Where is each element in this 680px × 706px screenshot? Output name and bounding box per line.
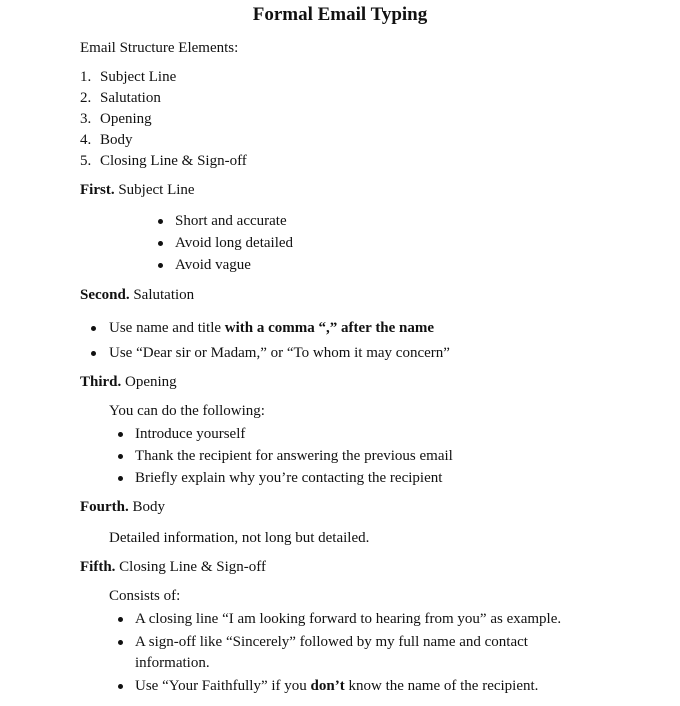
bullet-icon (158, 263, 163, 268)
bullet-icon (118, 454, 123, 459)
structure-item-number: 3. (80, 111, 92, 127)
section-label: Second. (80, 287, 130, 303)
bullet-icon (118, 617, 123, 622)
first-bullet-2: Avoid long detailed (175, 235, 294, 251)
structure-item-number: 2. (80, 90, 92, 106)
structure-item-text: Closing Line & Sign-off (100, 153, 247, 169)
first-bullet-1: Short and accurate (175, 213, 287, 229)
structure-item-3 (80, 109, 152, 129)
structure-item-number: 4. (80, 132, 92, 148)
bullet-icon (118, 640, 123, 645)
structure-item-number: 1. (80, 69, 92, 85)
fourth-text: Detailed information, not long but detailed. (109, 530, 370, 546)
bullet-icon (158, 219, 163, 224)
first-bullet-3: Avoid vague (175, 257, 251, 273)
bullet-icon (158, 241, 163, 246)
section-second-heading (80, 285, 194, 305)
bullet-bold-text: with a comma “,” after the name (224, 320, 435, 336)
section-label: Third. (80, 374, 122, 390)
structure-item-text: Body (100, 132, 133, 148)
section-title: Opening (125, 374, 177, 390)
section-first-heading (80, 180, 195, 200)
structure-item-2 (80, 88, 161, 108)
structure-item-4 (80, 130, 133, 150)
section-title: Salutation (133, 287, 195, 303)
structure-heading: Email Structure Elements: (80, 40, 239, 56)
document-title: Formal Email Typing (252, 4, 428, 25)
section-label: Fourth. (80, 499, 129, 515)
section-fifth-heading (80, 557, 266, 577)
structure-item-text: Salutation (100, 90, 161, 106)
bullet-icon (91, 351, 96, 356)
bullet-icon (118, 432, 123, 437)
section-label: Fifth. (80, 559, 116, 575)
third-bullet-2: Thank the recipient for answering the previous email (135, 448, 453, 464)
section-third-heading (80, 372, 177, 392)
structure-item-text: Subject Line (100, 69, 177, 85)
section-title: Subject Line (118, 182, 195, 198)
bullet-text: Use “Your Faithfully” if you (135, 678, 311, 694)
third-bullet-3: Briefly explain why you’re contacting the recipient (135, 470, 443, 486)
fifth-bullet-3 (135, 676, 538, 696)
third-bullet-1: Introduce yourself (135, 426, 246, 442)
bullet-icon (118, 684, 123, 689)
fifth-intro: Consists of: (109, 588, 181, 604)
fifth-bullet-2-line-2: information. (135, 655, 210, 671)
fifth-bullet-2-line-1: A sign-off like “Sincerely” followed by my full name and contact (135, 634, 528, 650)
structure-item-number: 5. (80, 153, 92, 169)
bullet-icon (118, 476, 123, 481)
structure-item-text: Opening (100, 111, 152, 127)
section-fourth-heading (80, 497, 165, 517)
section-label: First. (80, 182, 115, 198)
second-bullet-2: Use “Dear sir or Madam,” or “To whom it may concern” (109, 345, 450, 361)
second-bullet-1 (109, 318, 434, 338)
bullet-text: Use name and title (109, 320, 225, 336)
bullet-icon (91, 326, 96, 331)
fifth-bullet-1: A closing line “I am looking forward to hearing from you” as example. (135, 611, 562, 627)
structure-item-1 (80, 67, 176, 87)
section-title: Body (132, 499, 166, 515)
bullet-text-end: know the name of the recipient. (344, 678, 539, 694)
third-intro: You can do the following: (109, 403, 265, 419)
section-title: Closing Line & Sign-off (119, 559, 266, 575)
bullet-bold-text: don’t (310, 678, 345, 694)
structure-item-5 (80, 151, 247, 171)
